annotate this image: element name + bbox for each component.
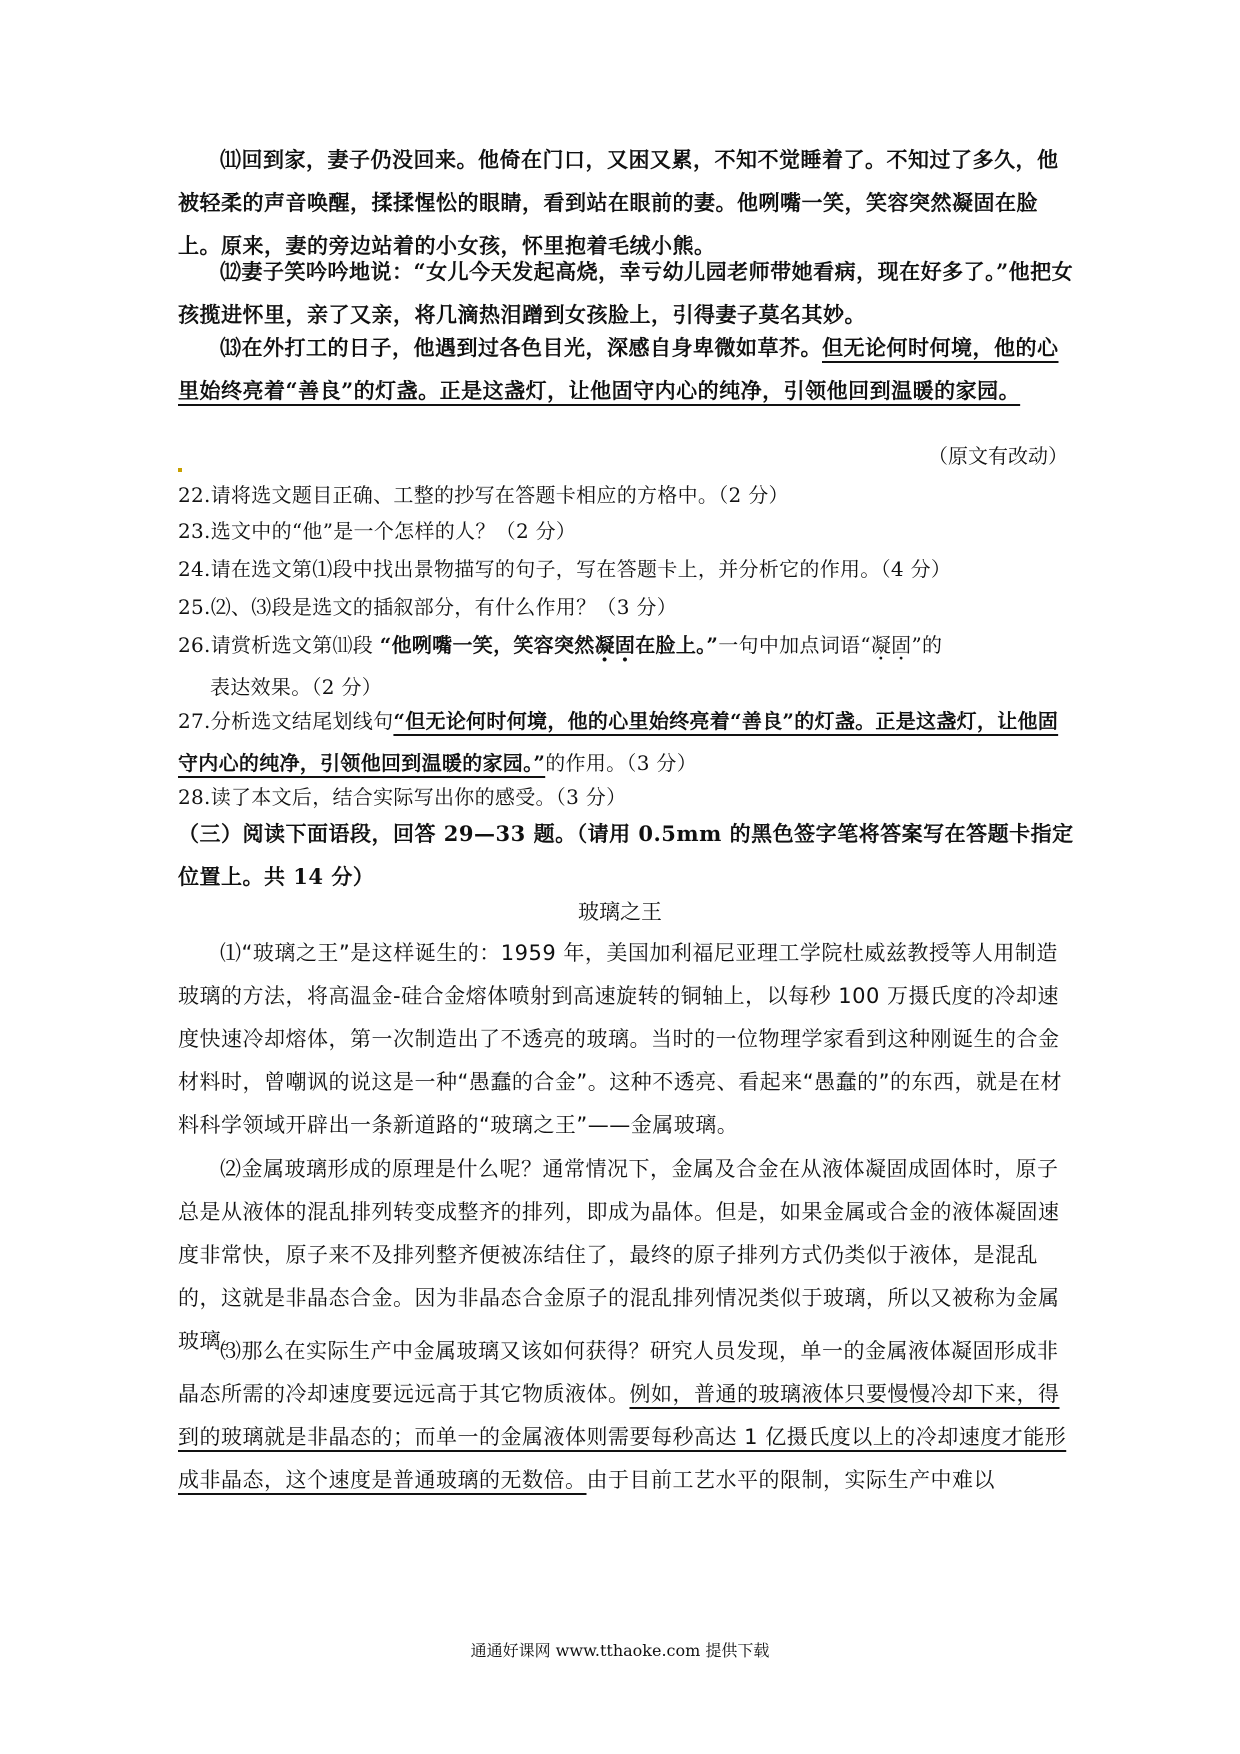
question-27-end: 的作用。（3 分）	[545, 751, 698, 775]
question-26-quote	[380, 633, 718, 657]
stray-mark	[178, 468, 182, 472]
passage-paragraph-3-text-b: 由于目前工艺水平的限制，实际生产中难以	[586, 1468, 995, 1492]
passage-paragraph-2: ⑵金属玻璃形成的原理是什么呢？通常情况下，金属及合金在从液体凝固成固体时，原子总是从液体的混乱排列转变成整齐的排列，即成为晶体。但是，如果金属或合金的液体凝固速度非常快，原子来不及排列整齐便被冻结住了，最终的原子排列方式仍类似于液体，是混乱的，这就是非晶态合金。因为非晶态合金原子的混乱排列情况类似于玻璃，所以又被称为金属玻璃。	[178, 1157, 1060, 1353]
story-paragraph-11: ⑾回到家，妻子仍没回来。他倚在门口，又困又累，不知不觉睡着了。不知过了多久，他被轻柔的声音唤醒，揉揉惺忪的眼睛，看到站在眼前的妻。他咧嘴一笑，笑容突然凝固在脸上。原来，妻的旁边站着的小女孩，怀里抱着毛绒小熊。	[178, 147, 1059, 258]
question-26-dotted-1: 凝	[594, 633, 615, 657]
passage-paragraph-1: ⑴“玻璃之王”是这样诞生的：1959 年，美国加利福尼亚理工学院杜威兹教授等人用制造玻璃的方法，将高温金-硅合金熔体喷射到高速旋转的铜轴上，以每秒 100 万摄氏度的冷却速度快速冷却熔体，第一次制造出了不透亮的玻璃。当时的一位物理学家看到这种刚诞生的合金材料时，曾嘲讽的说这是一种“愚蠢的合金”。这种不透亮、看起来“愚蠢的”的东西，就是在材料科学领域开辟出一条新道路的“玻璃之王”——金属玻璃。	[178, 941, 1063, 1137]
question-22: 22.请将选文题目正确、工整的抄写在答题卡相应的方格中。（2 分）	[178, 483, 789, 507]
source-note: （原文有改动）	[928, 444, 1068, 468]
question-27-quote: “但无论何时何境，他的心里始终亮着“善良”的灯盏。正是这盏灯，让他固守内心的纯净，引领他回到温暖的家园。”	[178, 709, 1059, 775]
question-26	[178, 624, 1078, 708]
story-underlined-sentence: 但无论何时何境，他的心里始终亮着“善良”的灯盏。正是这盏灯，让他固守内心的纯净，引领他回到温暖的家园。	[178, 335, 1059, 403]
passage-paragraph-3	[178, 1330, 1078, 1502]
question-26-dotted-2: 固	[614, 633, 636, 657]
question-26-end: ”的	[911, 633, 943, 657]
passage-paragraph-3-text-a: ⑶那么在实际生产中金属玻璃又该如何获得？研究人员发现，单一的金属液体凝固形成非晶态所需的冷却速度要远远高于其它物质液体。	[178, 1339, 1059, 1406]
question-26-line2: 表达效果。（2 分）	[210, 675, 383, 699]
question-26-quote-a: “他咧嘴一笑，笑容突然	[379, 633, 595, 657]
question-26-word-1: 凝	[870, 633, 892, 657]
story-paragraph-13	[178, 326, 1078, 412]
passage-title: 玻璃之王	[578, 900, 662, 924]
question-27-prefix: 27.分析选文结尾划线句	[178, 709, 394, 733]
question-25: 25.⑵、⑶段是选文的插叙部分，有什么作用？（3 分）	[178, 595, 677, 619]
passage-underlined-sentence: 例如，普通的玻璃液体只要慢慢冷却下来，得到的玻璃就是非晶态的；而单一的金属液体则需要每秒高达 1 亿摄氏度以上的冷却速度才能形成非晶态，这个速度是普通玻璃的无数倍。	[178, 1382, 1067, 1492]
question-27	[178, 700, 1078, 784]
question-26-word-2: 固	[891, 633, 912, 657]
question-26-mid: 一句中加点词语“	[718, 633, 871, 657]
section-3-heading: （三）阅读下面语段，回答 29—33 题。（请用 0.5mm 的黑色签字笔将答案写在答题卡指定位置上。共 14 分）	[178, 821, 1074, 889]
story-paragraph-13-text: ⒀在外打工的日子，他遇到过各色目光，深感自身卑微如草芥。	[220, 335, 822, 360]
question-23: 23.选文中的“他”是一个怎样的人？（2 分）	[178, 519, 577, 543]
question-28: 28.读了本文后，结合实际写出你的感受。（3 分）	[178, 785, 627, 809]
question-26-prefix: 26.请赏析选文第⑾段	[178, 633, 374, 657]
question-26-quote-b: 在脸上。”	[635, 633, 719, 657]
story-paragraph-12: ⑿妻子笑吟吟地说：“女儿今天发起高烧，幸亏幼儿园老师带她看病，现在好多了。”他把女孩揽进怀里，亲了又亲，将几滴热泪蹭到女孩脸上，引得妻子莫名其妙。	[178, 259, 1074, 327]
question-24: 24.请在选文第⑴段中找出景物描写的句子，写在答题卡上，并分析它的作用。（4 分）	[178, 557, 952, 581]
page-footer: 通通好课网 www.tthaoke.com 提供下载	[470, 1641, 770, 1660]
